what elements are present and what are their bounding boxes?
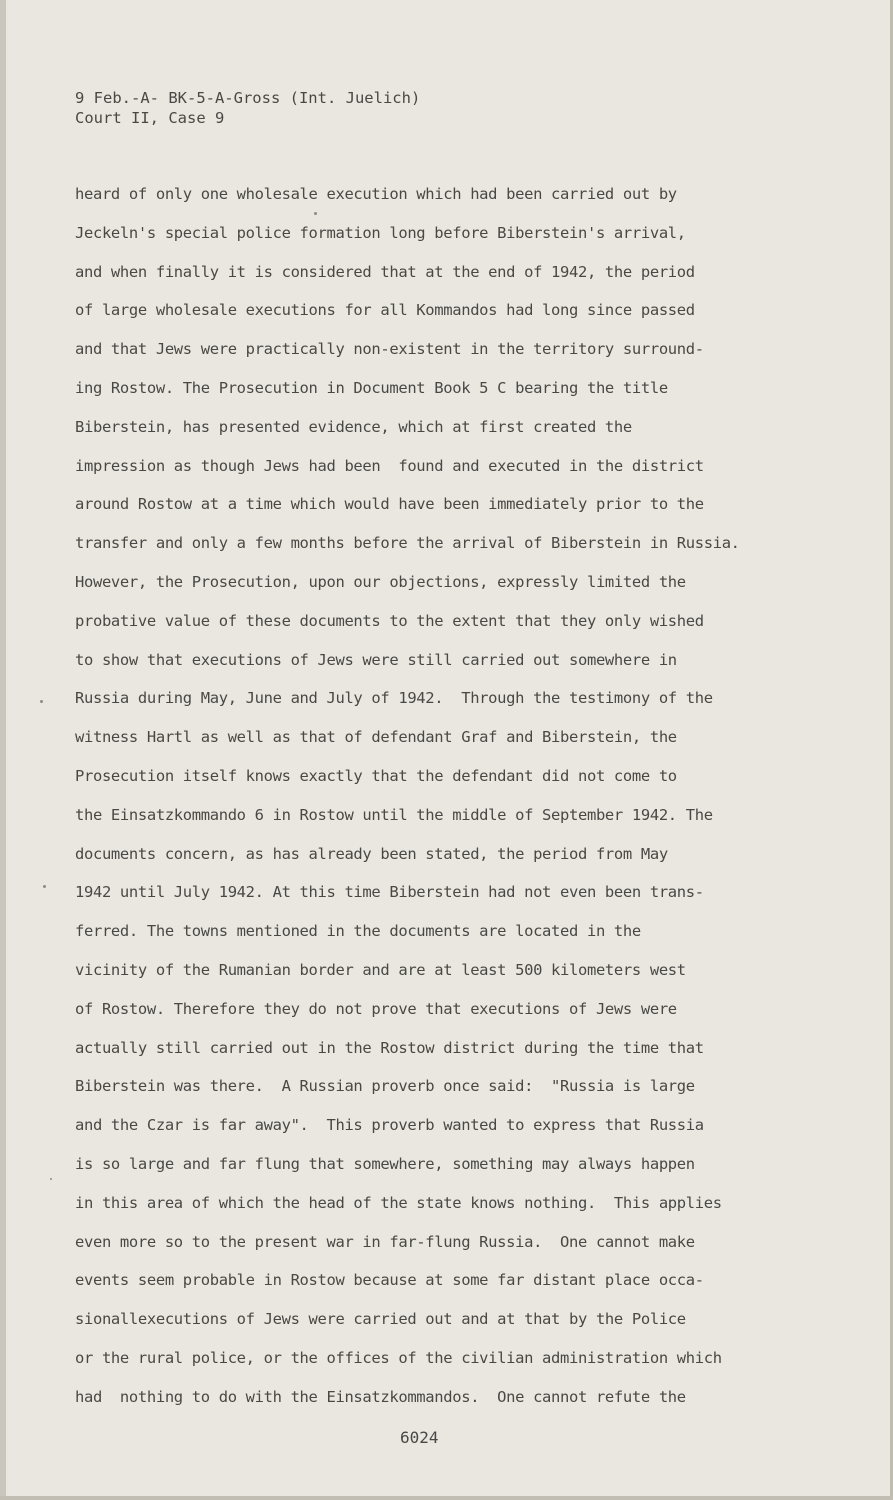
body-line: documents concern, as has already been stated, the period from May: [75, 844, 668, 863]
body-line: of large wholesale executions for all Kommandos had long since passed: [75, 301, 695, 320]
body-line: transfer and only a few months before the arrival of Biberstein in Russia.: [75, 534, 740, 553]
body-line: or the rural police, or the offices of the civilian administration which: [75, 1348, 722, 1367]
paper-speck: [40, 700, 43, 703]
body-line: heard of only one wholesale execution which had been carried out by: [75, 185, 677, 203]
body-line: and that Jews were practically non-existent in the territory surround-: [75, 340, 704, 359]
body-line: even more so to the present war in far-flung Russia. One cannot make: [75, 1232, 695, 1251]
paper-speck: [43, 885, 46, 888]
body-line: 1942 until July 1942. At this time Biberstein had not even been trans-: [75, 883, 704, 902]
page-bottom-edge: [0, 1496, 893, 1500]
body-line: Jeckeln's special police formation long before Biberstein's arrival,: [75, 223, 686, 242]
body-line: ferred. The towns mentioned in the documents are located in the: [75, 922, 641, 941]
body-line: and when finally it is considered that at the end of 1942, the period: [75, 262, 695, 281]
body-line: ing Rostow. The Prosecution in Document Book 5 C bearing the title: [75, 378, 668, 397]
header-reference-line: 9 Feb.-A- BK-5-A-Gross (Int. Juelich): [75, 89, 421, 107]
body-line: the Einsatzkommando 6 in Rostow until the middle of September 1942. The: [75, 805, 713, 824]
body-line: and the Czar is far away". This proverb wanted to express that Russia: [75, 1116, 704, 1135]
body-line: Biberstein, has presented evidence, which at first created the: [75, 417, 632, 436]
paper-speck: [50, 1178, 52, 1180]
page-number: 6024: [400, 1428, 439, 1447]
body-line: sionallexecutions of Jews were carried out and at that by the Police: [75, 1310, 686, 1329]
body-line: vicinity of the Rumanian border and are at least 500 kilometers west: [75, 960, 686, 979]
body-line: of Rostow. Therefore they do not prove that executions of Jews were: [75, 999, 677, 1018]
paper-speck: [314, 212, 317, 215]
page-left-edge: [0, 0, 6, 1500]
header-court-line: Court II, Case 9: [75, 109, 225, 127]
body-line: Russia during May, June and July of 1942. Through the testimony of the: [75, 689, 713, 708]
body-line: had nothing to do with the Einsatzkommandos. One cannot refute the: [75, 1387, 686, 1406]
body-line: to show that executions of Jews were still carried out somewhere in: [75, 650, 677, 669]
body-line: probative value of these documents to the extent that they only wished: [75, 611, 704, 630]
body-line: in this area of which the head of the state knows nothing. This applies: [75, 1193, 722, 1212]
body-line: Biberstein was there. A Russian proverb once said: "Russia is large: [75, 1077, 695, 1096]
body-line: However, the Prosecution, upon our objections, expressly limited the: [75, 572, 686, 591]
body-line: is so large and far flung that somewhere, something may always happen: [75, 1154, 695, 1173]
body-line: witness Hartl as well as that of defendant Graf and Biberstein, the: [75, 728, 677, 747]
body-line: Prosecution itself knows exactly that the defendant did not come to: [75, 766, 677, 785]
document-header: [75, 88, 420, 128]
body-text: [75, 180, 815, 1422]
body-line: around Rostow at a time which would have been immediately prior to the: [75, 495, 704, 514]
body-line: actually still carried out in the Rostow district during the time that: [75, 1038, 704, 1057]
body-line: events seem probable in Rostow because at some far distant place occa-: [75, 1271, 704, 1290]
body-line: impression as though Jews had been found and executed in the district: [75, 456, 704, 475]
